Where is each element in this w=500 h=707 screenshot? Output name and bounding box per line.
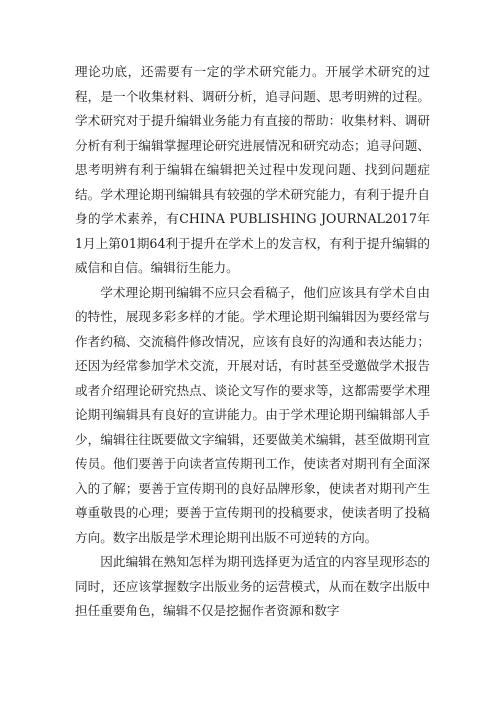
body-text: [75, 60, 430, 624]
paragraph-1: 理论功底，还需要有一定的学术研究能力。开展学术研究的过程，是一个收集材料、调研分析，追寻问题、思考明辨的过程。学术研究对于提升编辑业务能力有直接的帮助：收集材料、调研分析有利于编辑掌握理论研究进展情况和研究动态；追寻问题、思考明辨有利于编辑在编辑把关过程中发现问题、找到问题症结。学术理论期刊编辑具有较强的学术研究能力，有利于提升自身的学术素养，有CHINA PUBLISHING JOURNAL2017年1月上第01期64利于提升在学术上的发言权，有利于提升编辑的威信和自信。编辑衍生能力。: [75, 64, 430, 275]
paragraph-3: 因此编辑在熟知怎样为期刊选择更为适宜的内容呈现形态的同时，还应该掌握数字出版业务的运营模式，从而在数字出版中担任重要角色，编辑不仅是挖掘作者资源和数字: [75, 554, 430, 618]
paragraph-2: 学术理论期刊编辑不应只会看稿子，他们应该具有学术自由的特性，展现多彩多样的才能。学术理论期刊编辑因为要经常与作者约稿、交流稿件修改情况，应该有良好的沟通和表达能力；还因为经常参加学术交流，开展对话，有时甚至受邀做学术报告或者介绍理论研究热点、谈论文写作的要求等，这都需要学术理论期刊编辑具有良好的宣讲能力。由于学术理论期刊编辑部人手少，编辑往往既要做文字编辑，还要做美术编辑，甚至做期刊宣传员。他们要善于向读者宣传期刊工作，使读者对期刊有全面深入的了解；要善于宣传期刊的良好品牌形象，使读者对期刊产生尊重敬畏的心理；要善于宣传期刊的投稿要求，使读者明了投稿方向。数字出版是学术理论期刊出版不可逆转的方向。: [75, 284, 430, 545]
